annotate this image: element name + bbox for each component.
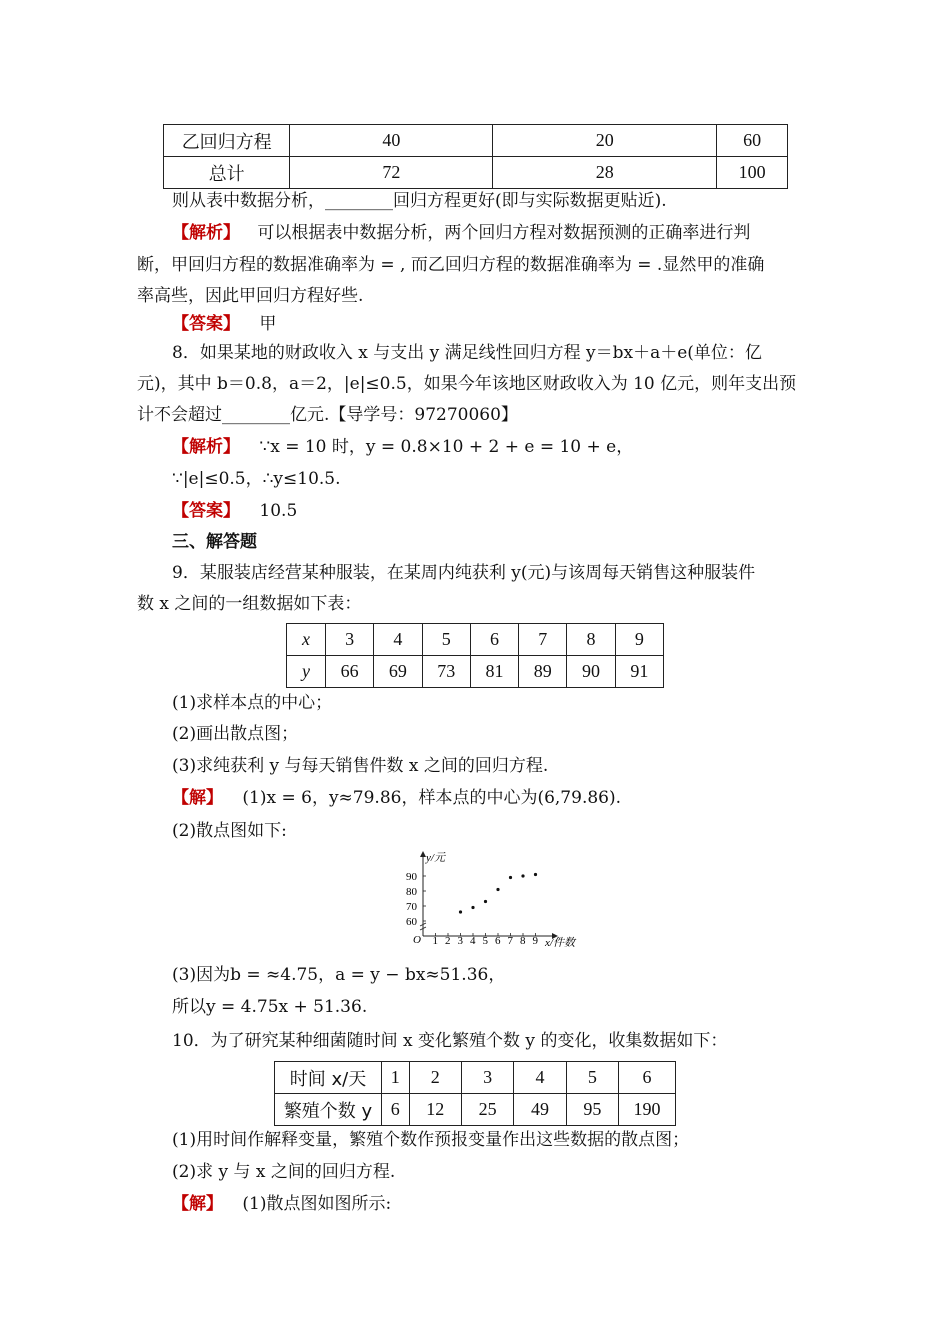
table-cell: 4 (514, 1062, 566, 1094)
table-row (275, 1094, 676, 1126)
analysis-tag: 【解析】 (172, 223, 240, 243)
x-tick-label: 8 (520, 935, 526, 947)
x-tick-label: 1 (432, 935, 438, 947)
scatter-point (471, 906, 474, 909)
answer-tag: 【答案】 (172, 501, 240, 521)
analysis-tag: 【解析】 (172, 437, 240, 457)
table-cell: 90 (567, 656, 615, 688)
scatter-point (459, 910, 462, 913)
q8-analysis-line (172, 435, 633, 459)
origin-label: O (413, 934, 421, 946)
table-cell: 总计 (164, 157, 290, 189)
x-tick-label: 2 (445, 935, 451, 947)
table-cell: 6 (619, 1062, 676, 1094)
q7-answer-line (172, 312, 276, 336)
table-cell: 49 (514, 1094, 566, 1126)
q8-text: 8．如果某地的财政收入 x 与支出 y 满足线性回归方程 y＝bx＋a＋e(单位：亿 (172, 343, 762, 363)
table-cell: 时间 x/天 (275, 1062, 382, 1094)
table-cell: 5 (566, 1062, 618, 1094)
table-cell: 95 (566, 1094, 618, 1126)
solution-tag: 【解】 (172, 788, 223, 808)
answer-tag: 【答案】 (172, 314, 240, 334)
table-cell: 9 (615, 624, 663, 656)
solution-text: (3)因为b = ≈4.75，a = y − bx≈51.36， (172, 965, 506, 985)
table-cell: 4 (374, 624, 422, 656)
y-tick-label: 60 (406, 916, 417, 928)
table-cell: y (302, 661, 310, 681)
table-cell: 6 (470, 624, 518, 656)
solution-tag: 【解】 (172, 1194, 223, 1214)
table-row (164, 157, 788, 189)
table-cell: x (302, 629, 310, 649)
scatter-point (496, 888, 499, 891)
table-cell: 3 (326, 624, 374, 656)
y-tick-label: 70 (406, 901, 417, 913)
table-cell: 繁殖个数 y (275, 1094, 382, 1126)
q8-answer-line (172, 499, 297, 523)
q10-text: 10．为了研究某种细菌随时间 x 变化繁殖个数 y 的变化，收集数据如下： (172, 1031, 728, 1051)
table-cell: 1 (382, 1062, 410, 1094)
q7-analysis-line (172, 221, 750, 245)
y-tick-label: 90 (406, 871, 417, 883)
table-cell: 20 (493, 125, 717, 157)
q9-solution-line (172, 786, 621, 810)
table-cell: 2 (409, 1062, 461, 1094)
q8-text: 元)，其中 b＝0.8，a＝2，|e|≤0.5，如果今年该地区财政收入为 10 亿元，则年支出预 (137, 374, 797, 394)
table-cell: 12 (409, 1094, 461, 1126)
q10-data-table (274, 1061, 676, 1126)
x-tick-label: 9 (532, 935, 538, 947)
analysis-text: ∵|e|≤0.5，∴y≤10.5. (172, 469, 341, 489)
x-tick-label: 3 (457, 935, 463, 947)
answer-text: 10.5 (259, 501, 298, 521)
table-cell: 28 (493, 157, 717, 189)
x-axis-label: x/件数 (545, 937, 575, 949)
table-cell: 89 (519, 656, 567, 688)
x-tick-label: 4 (470, 935, 476, 947)
solution-text: 所以y = 4.75x + 51.36. (172, 997, 368, 1017)
table-cell: 81 (470, 656, 518, 688)
q9-text: 9．某服装店经营某种服装，在某周内纯获利 y(元)与该周每天销售这种服装件 (172, 563, 756, 583)
table-cell: 91 (615, 656, 663, 688)
table-row (164, 125, 788, 157)
solution-text: (2)散点图如下: (172, 821, 287, 841)
scatter-chart (395, 848, 595, 953)
q10-solution-line (172, 1192, 391, 1216)
table-cell: 3 (461, 1062, 513, 1094)
table-cell: 6 (382, 1094, 410, 1126)
table-cell: 66 (326, 656, 374, 688)
solution-text: (1)x = 6，y≈79.86，样本点的中心为(6,79.86). (242, 788, 622, 808)
table-cell: 40 (290, 125, 493, 157)
y-axis-label: y/元 (426, 852, 445, 864)
table-row (275, 1062, 676, 1094)
q8-text: 计不会超过________亿元.【导学号：97270060】 (137, 405, 518, 425)
analysis-text: 率高些，因此甲回归方程好些. (137, 286, 364, 306)
q10-part: (1)用时间作解释变量，繁殖个数作预报变量作出这些数据的散点图； (172, 1130, 690, 1150)
scatter-point (521, 874, 524, 877)
table-cell: 72 (290, 157, 493, 189)
table-cell: 5 (422, 624, 470, 656)
table-cell: 190 (619, 1094, 676, 1126)
table-cell: 25 (461, 1094, 513, 1126)
table-row (287, 624, 664, 656)
scatter-point (509, 876, 512, 879)
q9-text: 数 x 之间的一组数据如下表： (137, 594, 362, 614)
answer-text: 甲 (259, 314, 277, 334)
table-cell: 60 (717, 125, 788, 157)
table-cell: 100 (717, 157, 788, 189)
table-cell: 8 (567, 624, 615, 656)
scatter-point (484, 900, 487, 903)
analysis-text: ∵x = 10 时，y = 0.8×10 + 2 + e = 10 + e， (259, 437, 634, 457)
x-tick-label: 6 (495, 935, 501, 947)
table-cell: 73 (422, 656, 470, 688)
solution-text: (1)散点图如图所示: (242, 1194, 392, 1214)
table-cell: 乙回归方程 (164, 125, 290, 157)
q9-part: (2)画出散点图； (172, 724, 299, 744)
analysis-text: 可以根据表中数据分析，两个回归方程对数据预测的正确率进行判 (257, 223, 751, 243)
q9-data-table (286, 623, 664, 688)
table-cell: 7 (519, 624, 567, 656)
table-cell: 69 (374, 656, 422, 688)
q7-text: 则从表中数据分析，________回归方程更好(即与实际数据更贴近). (172, 191, 667, 211)
q9-part: (3)求纯获利 y 与每天销售件数 x 之间的回归方程. (172, 756, 549, 776)
x-tick-label: 5 (482, 935, 488, 947)
scatter-point (534, 873, 537, 876)
q9-part: (1)求样本点的中心； (172, 693, 333, 713)
y-tick-label: 80 (406, 886, 417, 898)
table-row (287, 656, 664, 688)
analysis-text: 断，甲回归方程的数据准确率为 = , 而乙回归方程的数据准确率为 = .显然甲的准确 (137, 255, 765, 275)
x-tick-label: 7 (507, 935, 513, 947)
q10-part: (2)求 y 与 x 之间的回归方程. (172, 1162, 396, 1182)
regression-comparison-table (163, 124, 788, 189)
section-heading: 三、解答题 (172, 532, 257, 552)
